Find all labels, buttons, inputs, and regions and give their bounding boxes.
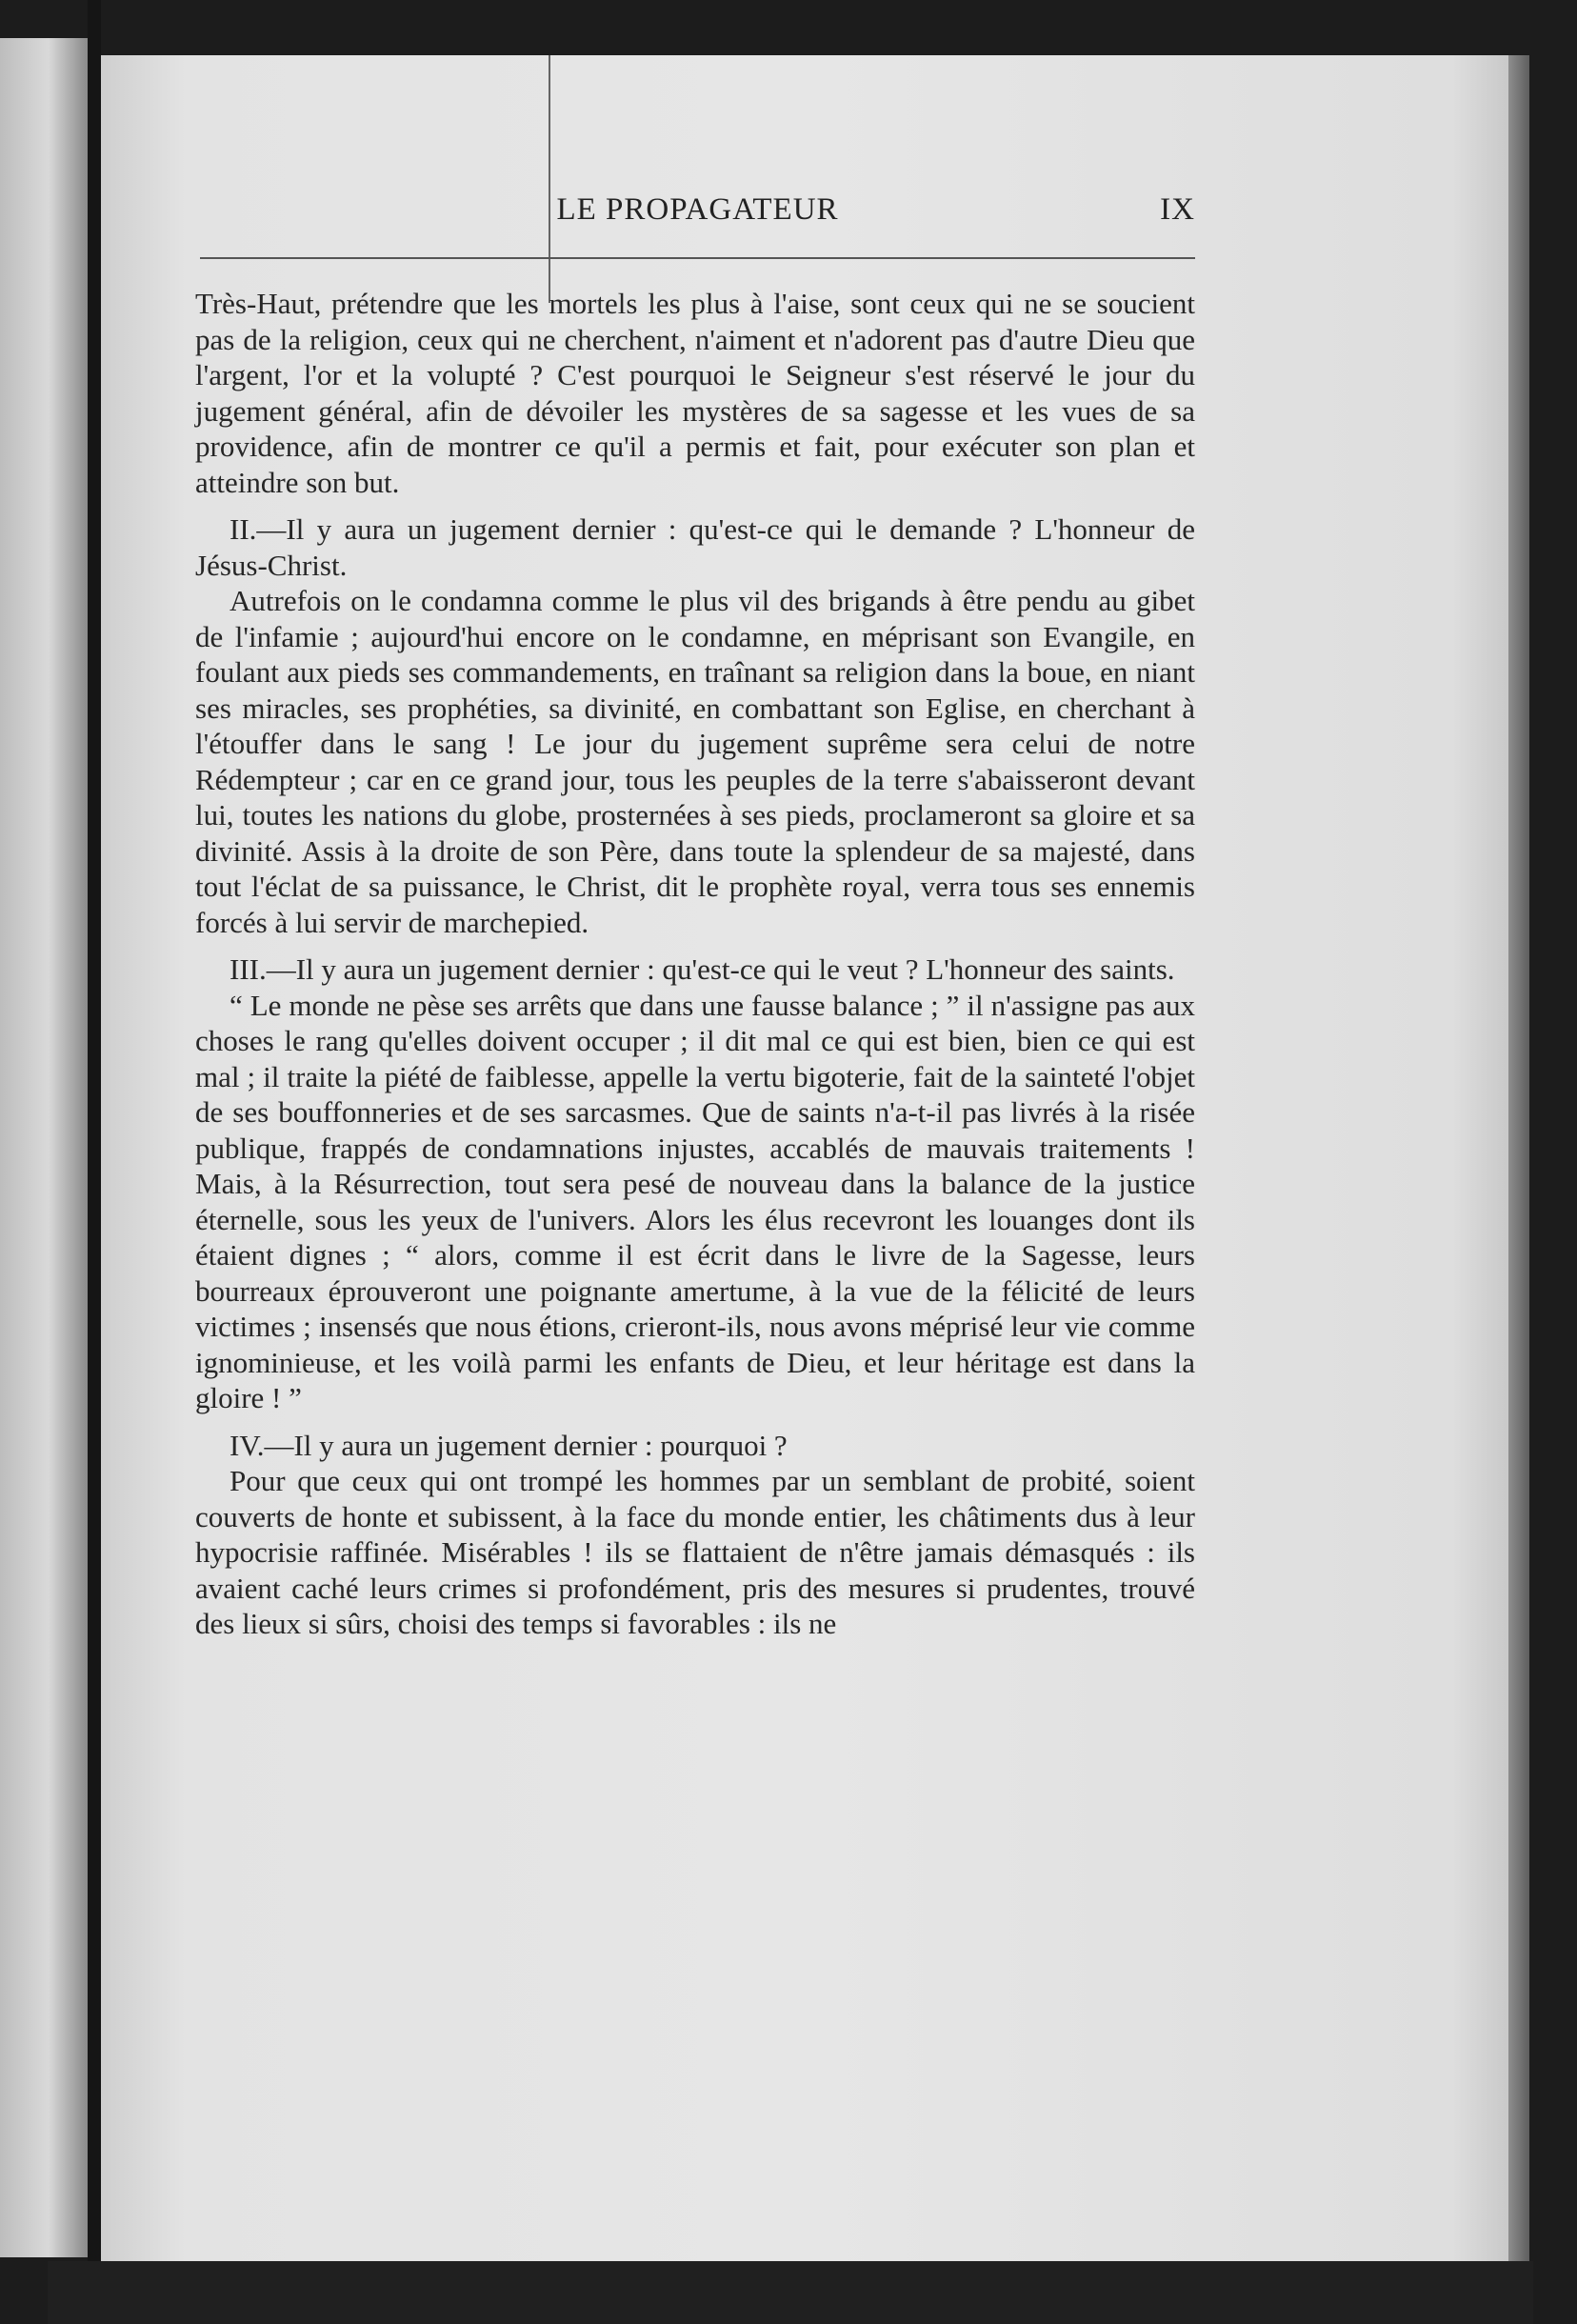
paragraph-continuation: Très-Haut, prétendre que les mortels les plus à l'aise, sont ceux qui ne se soucient pas de la religion, ceux qui ne cherchent, n'aiment et n'adorent pas d'autre Dieu que l'argent, l'or et la volupté ? C'est pourquoi le Seigneur s'est réservé le jour du jugement général, afin de dévoiler les mystères de sa sagesse et les vues de sa providence, afin de montrer ce qu'il a permis et fait, pour exécuter son plan et atteindre son but.	[195, 287, 1195, 499]
section-heading-iv: IV.—Il y aura un jugement dernier : pourquoi ?	[230, 1428, 788, 1462]
running-header	[200, 192, 1195, 240]
page-crease-mark	[549, 55, 550, 303]
paragraph-iii: “ Le monde ne pèse ses arrêts que dans une fausse balance ; ” il n'assigne pas aux choses le rang qu'elles doivent occuper ; il dit mal ce qui est bien, bien ce qui est mal ; il traite la piété de faiblesse, appelle la vertu bigoterie, fait de la sainteté l'objet de ses bouffonneries et de ses sarcasmes. Que de saints n'a-t-il pas livrés à la risée publique, frappés de condamnations injustes, accablés de mauvais traitements ! Mais, à la Résurrection, tout sera pesé de nouveau dans la balance de la justice éternelle, sous les yeux de l'univers. Alors les élus recevront les louanges dont ils étaient dignes ; “ alors, comme il est écrit dans le livre de la Sagesse, leurs bourreaux éprouveront une poignante amertume, à la vue de la félicité de leurs victimes ; insensés que nous étions, crieront-ils, nous avons méprisé leur vie comme ignominieuse, et les voilà parmi les enfants de Dieu, et leur héritage est dans la gloire ! ”	[195, 988, 1195, 1414]
adjacent-page-edge	[0, 38, 88, 2257]
page-number: IX	[1160, 192, 1195, 227]
section-heading-ii: II.—Il y aura un jugement dernier : qu'est-ce qui le demande ? L'honneur de Jésus-Christ.	[195, 512, 1195, 582]
header-rule	[200, 257, 1195, 259]
page-fore-edge	[1508, 55, 1529, 2284]
section-heading-iii: III.—Il y aura un jugement dernier : qu'est-ce qui le veut ? L'honneur des saints.	[230, 952, 1175, 986]
running-title: LE PROPAGATEUR	[556, 192, 839, 227]
paragraph-ii: Autrefois on le condamna comme le plus vil des brigands à être pendu au gibet de l'infamie ; aujourd'hui encore on le condamne, en méprisant son Evangile, en foulant aux pieds ses commandements, en traînant sa religion dans la boue, en niant ses miracles, ses prophéties, sa divinité, en combattant son Eglise, en cherchant à l'étouffer dans le sang ! Le jour du jugement suprême sera celui de notre Rédempteur ; car en ce grand jour, tous les peuples de la terre s'abaisseront devant lui, toutes les nations du globe, prosternées à ses pieds, proclameront sa gloire et sa divinité. Assis à la droite de son Père, dans toute la splendeur de sa majesté, dans tout l'éclat de sa puissance, le Christ, dit le prophète royal, verra tous ses ennemis forcés à lui servir de marchepied.	[195, 584, 1195, 939]
paragraph-iv: Pour que ceux qui ont trompé les hommes par un semblant de probité, soient couverts de honte et subissent, à la face du monde entier, les châtiments dus à leur hypocrisie raffinée. Misérables ! ils se flattaient de n'être jamais démasqués : ils avaient caché leurs crimes si profondément, pris des mesures si prudentes, trouvé des lieux si sûrs, choisi des temps si favorables : ils ne	[195, 1464, 1195, 1640]
body-text	[195, 286, 1195, 1642]
book-gutter	[88, 0, 101, 2324]
scan-bottom-border	[48, 2261, 1533, 2324]
